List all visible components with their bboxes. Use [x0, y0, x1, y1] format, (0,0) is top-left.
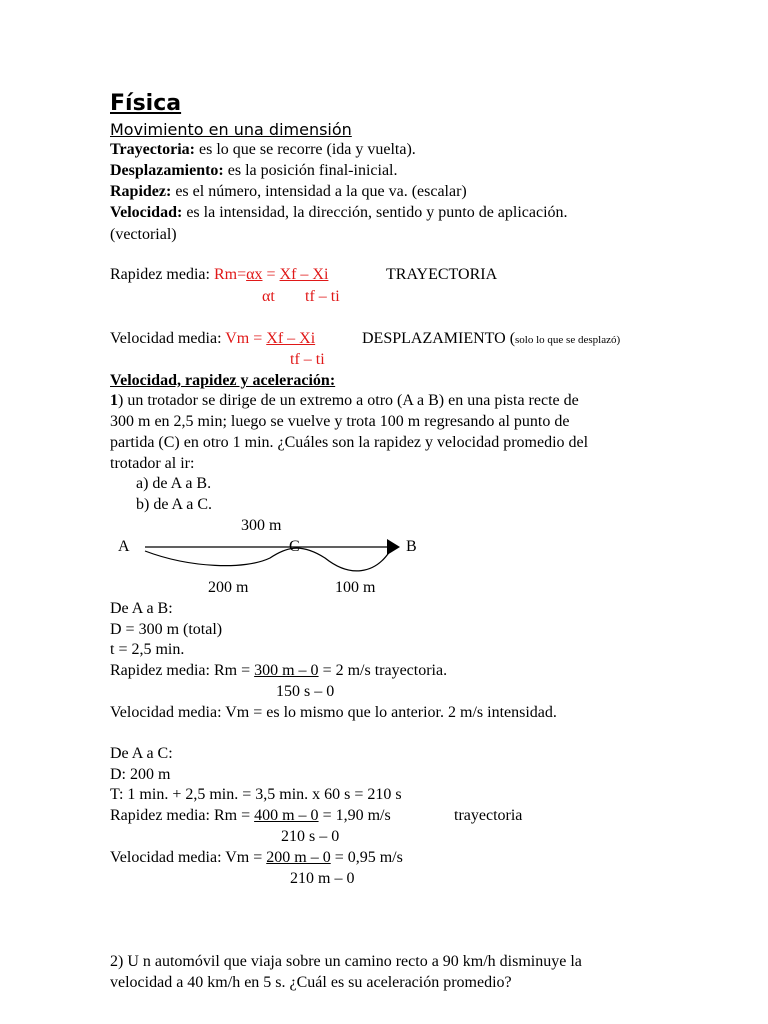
definition-term: Trayectoria: — [110, 141, 195, 158]
fraction-numerator: 300 m – 0 — [254, 662, 319, 679]
definition-text: es la posición final-inicial. — [223, 162, 398, 179]
diagram-point-b: B — [406, 538, 417, 555]
ab-velocidad-media: Velocidad media: Vm = es lo mismo que lo anterior. 2 m/s intensidad. — [110, 704, 557, 721]
ab-rapidez-media: Rapidez media: Rm = 300 m – 0 = 2 m/s trayectoria. — [110, 662, 448, 679]
formula-equals: = — [262, 266, 280, 283]
definition-text: es la intensidad, la dirección, sentido y punto de aplicación. — [182, 204, 568, 221]
page-title: Física — [110, 91, 182, 116]
ac-time: T: 1 min. + 2,5 min. = 3,5 min. x 60 s = 210 s — [110, 786, 402, 803]
formula-lhs: Rm= — [213, 266, 247, 283]
ac-rapidez-denominator: 210 s – 0 — [281, 828, 340, 845]
formula-tag-text: DESPLAZAMIENTO ( — [362, 330, 516, 347]
formula-denominator: tf – ti — [290, 351, 325, 368]
problem-2-line: velocidad a 40 km/h en 5 s. ¿Cuál es su aceleración promedio? — [110, 974, 512, 991]
fraction-numerator: 200 m – 0 — [266, 849, 331, 866]
formula-tag-note: solo lo que se desplazó) — [515, 334, 621, 346]
diagram-top-label: 300 m — [241, 517, 282, 534]
definition-term: Velocidad: — [110, 204, 183, 221]
ab-rapidez-denominator: 150 s – 0 — [276, 683, 335, 700]
formula-numerator: Xf – Xi — [279, 266, 329, 283]
problem-1-option-a: a) de A a B. — [136, 475, 212, 492]
formula-numerator: αx — [246, 266, 263, 283]
fraction-numerator: 400 m – 0 — [254, 807, 319, 824]
diagram-point-c: C — [289, 538, 300, 555]
page-subtitle: Movimiento en una dimensión — [110, 120, 352, 139]
formula-label: Velocidad media: — [110, 330, 226, 347]
definition-vectorial-note: (vectorial) — [110, 226, 177, 243]
definition-text: es lo que se recorre (ida y vuelta). — [195, 141, 416, 158]
problem-1-option-b: b) de A a C. — [136, 496, 212, 513]
ac-rapidez-media: Rapidez media: Rm = 400 m – 0 = 1,90 m/s — [110, 807, 391, 824]
formula-label: Rapidez media: — [110, 266, 214, 283]
diagram-right-label: 100 m — [335, 579, 376, 596]
problem-1-line: 1) un trotador se dirige de un extremo a otro (A a B) en una pista recte de — [110, 392, 579, 409]
diagram-left-label: 200 m — [208, 579, 249, 596]
definition-term: Rapidez: — [110, 183, 172, 200]
definition-term: Desplazamiento: — [110, 162, 224, 179]
diagram-point-a: A — [118, 538, 130, 555]
return-path — [145, 548, 390, 571]
ac-distance: D: 200 m — [110, 766, 171, 783]
formula-denominator: tf – ti — [305, 288, 340, 305]
ab-distance: D = 300 m (total) — [110, 621, 223, 638]
problem-1-line: partida (C) en otro 1 min. ¿Cuáles son la rapidez y velocidad promedio del — [110, 434, 589, 451]
ab-header: De A a B: — [110, 600, 173, 617]
ac-header: De A a C: — [110, 745, 173, 762]
formula-numerator: Xf – Xi — [266, 330, 316, 347]
formula-tag: TRAYECTORIA — [386, 266, 498, 283]
section-title: Velocidad, rapidez y aceleración: — [110, 372, 336, 389]
ac-rapidez-tag: trayectoria — [454, 807, 523, 824]
ab-time: t = 2,5 min. — [110, 641, 185, 658]
problem-1-line: 300 m en 2,5 min; luego se vuelve y trota 100 m regresando al punto de — [110, 413, 570, 430]
definition-text: es el número, intensidad a la que va. (escalar) — [171, 183, 467, 200]
ac-velocidad-denominator: 210 m – 0 — [290, 870, 355, 887]
problem-2-line: 2) U n automóvil que viaja sobre un camino recto a 90 km/h disminuye la — [110, 953, 582, 970]
ac-velocidad-media: Velocidad media: Vm = 200 m – 0 = 0,95 m/s — [110, 849, 403, 866]
formula-denominator: αt — [262, 288, 275, 305]
problem-1-line: trotador al ir: — [110, 455, 195, 472]
formula-lhs: Vm = — [225, 330, 267, 347]
problem-number: 1 — [110, 392, 118, 409]
